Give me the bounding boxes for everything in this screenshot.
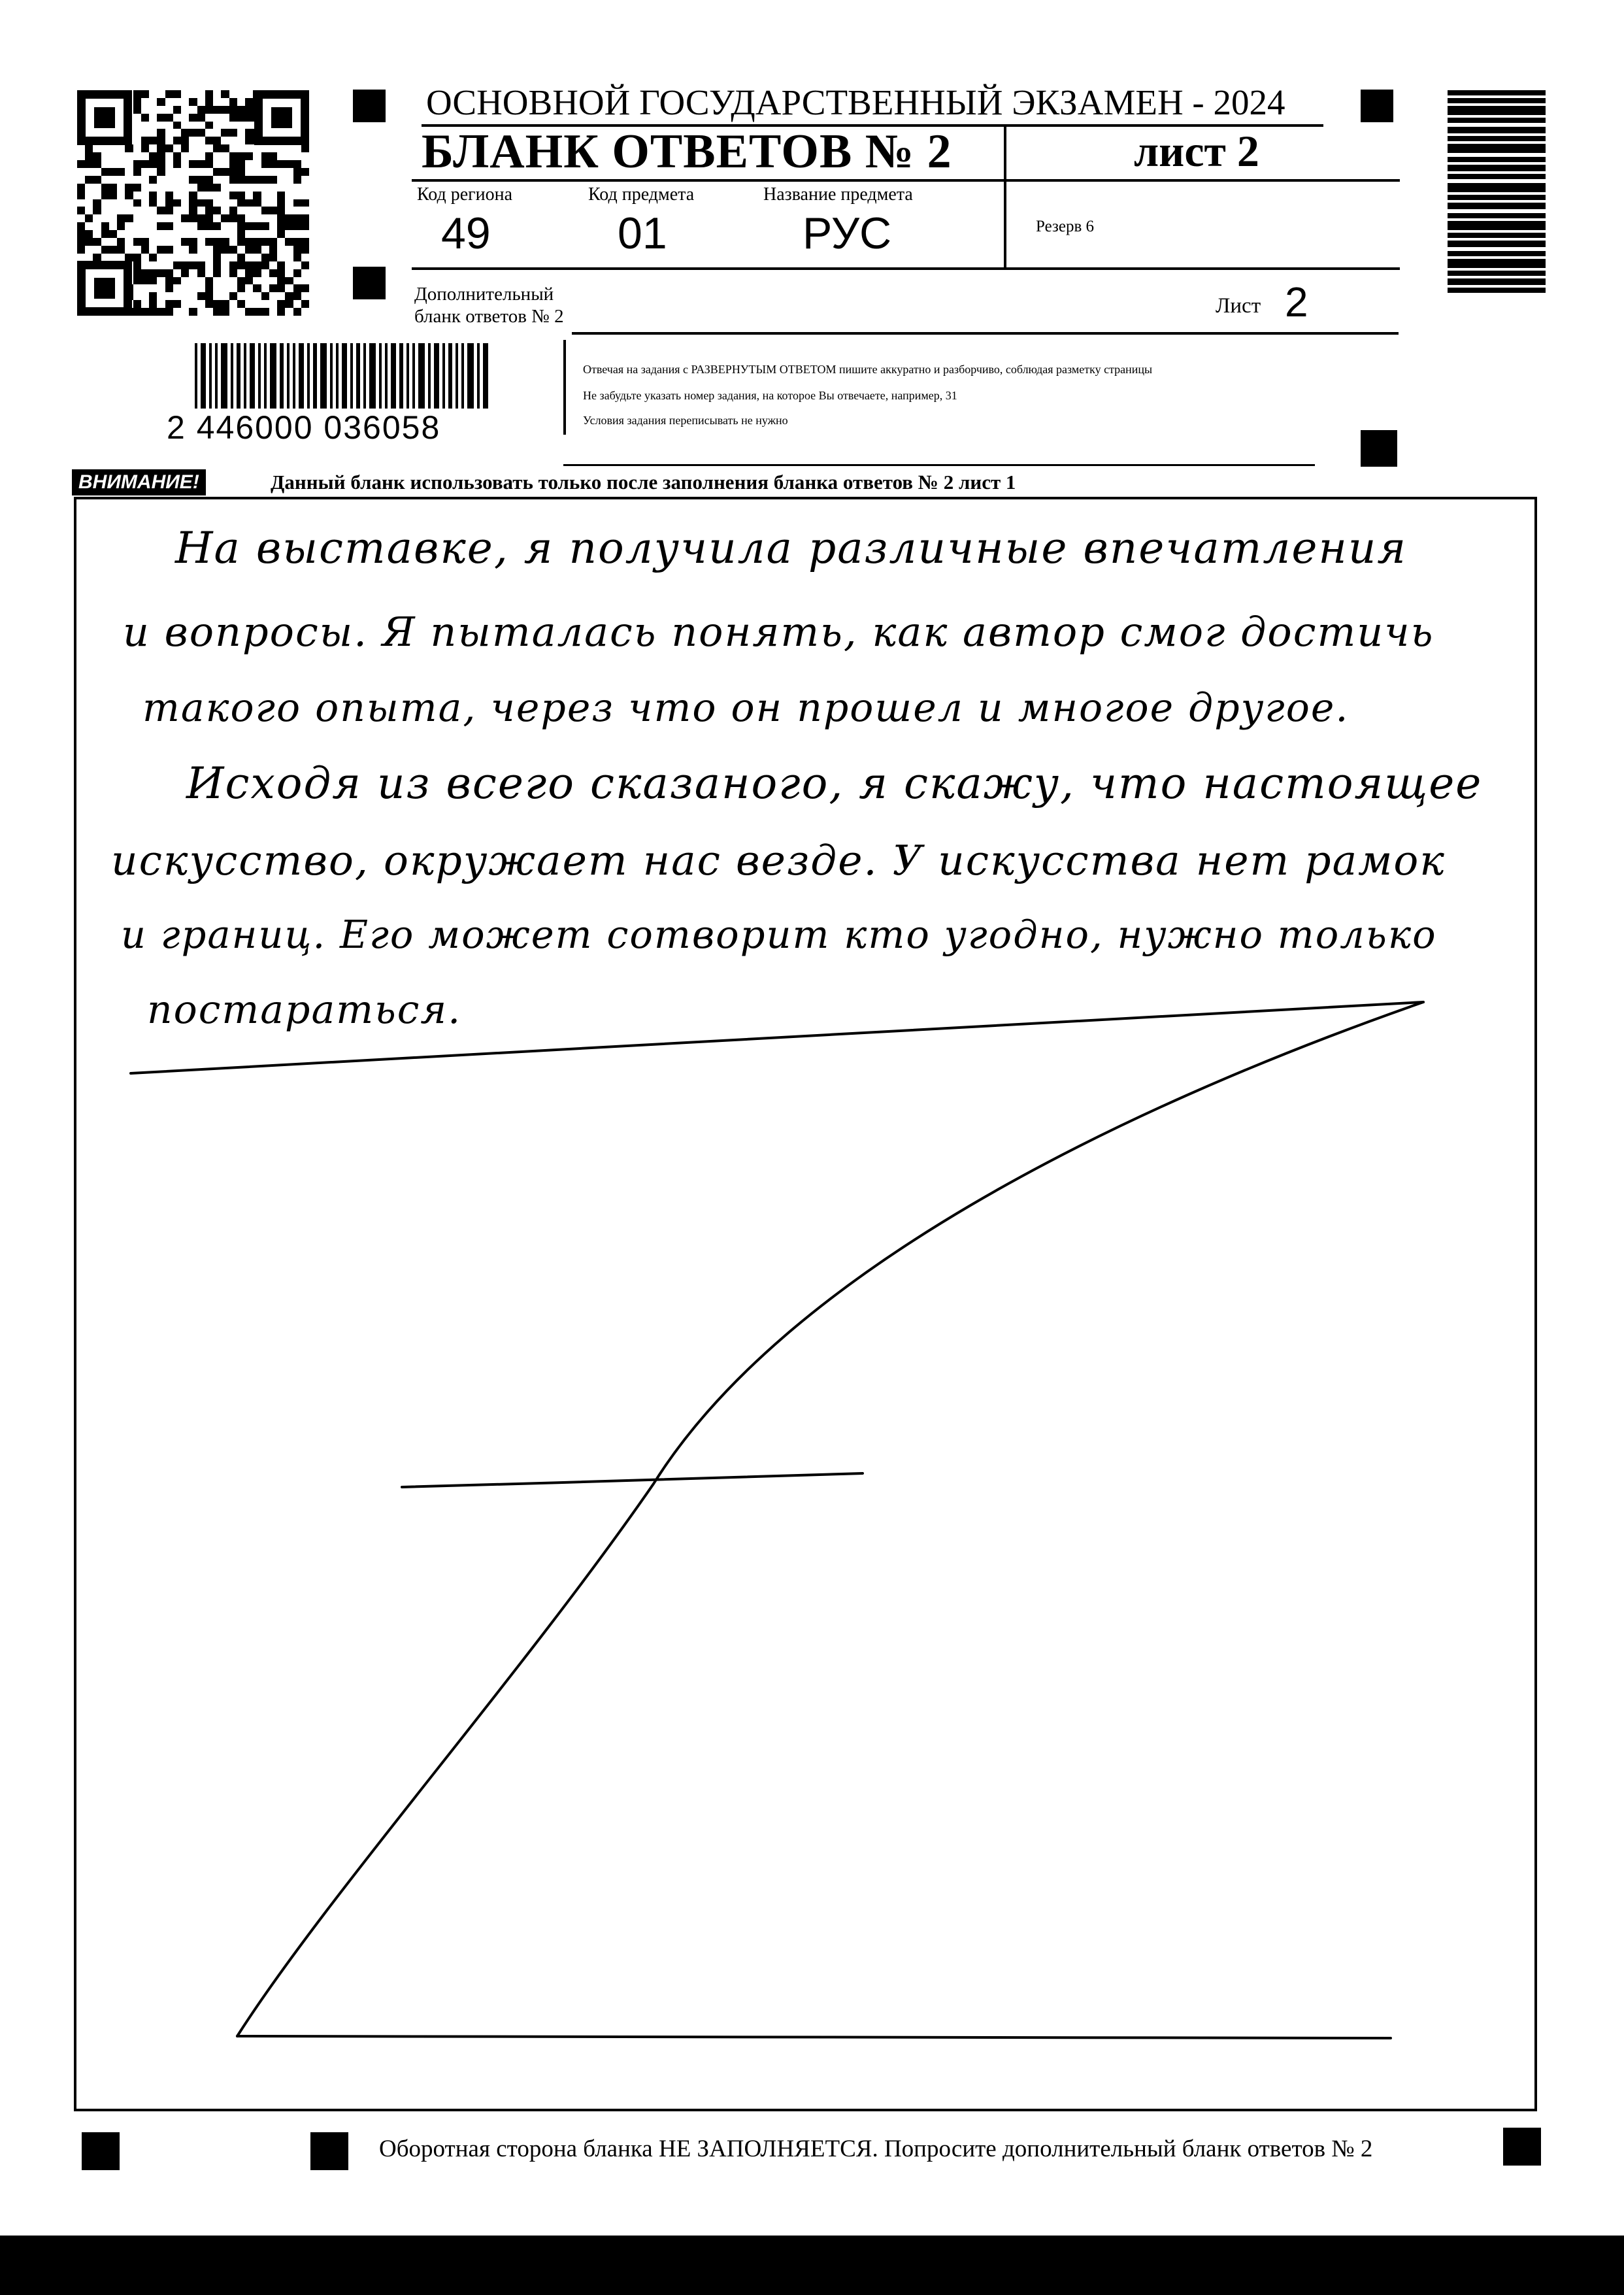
attention-badge: ВНИМАНИЕ!: [72, 469, 206, 495]
sheet-title: лист 2: [1134, 126, 1259, 176]
exam-title: ОСНОВНОЙ ГОСУДАРСТВЕННЫЙ ЭКЗАМЕН - 2024: [426, 82, 1285, 122]
answer-line: и вопросы. Я пыталась понять, как автор смог достичь: [123, 608, 1434, 656]
answer-line: такого опыта, через что он прошел и многое другое.: [142, 685, 1350, 731]
region-label: Код региона: [417, 184, 513, 205]
region-value: 49: [441, 209, 491, 258]
answer-line: На выставке, я получила различные впечатления: [175, 523, 1408, 573]
answer-line: и границ. Его может сотворит кто угодно, нужно только: [121, 912, 1437, 957]
subject-name-value: РУС: [803, 209, 892, 258]
form-title: БЛАНК ОТВЕТОВ № 2: [422, 125, 952, 178]
instruction-3: Условия задания переписывать не нужно: [583, 414, 788, 427]
subject-code-label: Код предмета: [588, 184, 695, 205]
answer-line: постараться.: [147, 987, 462, 1033]
instruction-1: Отвечая на задания с РАЗВЕРНУТЫМ ОТВЕТОМ пишите аккуратно и разборчиво, соблюдая разметку страницы: [583, 363, 1153, 376]
instruction-2: Не забудьте указать номер задания, на которое Вы отвечаете, например, 31: [583, 389, 957, 402]
subject-name-label: Название предмета: [763, 184, 913, 205]
extra-sheet-label: Дополнительный бланк ответов № 2: [414, 284, 564, 327]
answer-line: Исходя из всего сказаного, я скажу, что настоящее: [186, 758, 1483, 809]
attention-text: Данный бланк использовать только после заполнения бланка ответов № 2 лист 1: [271, 471, 1016, 494]
answer-line: искусство, окружает нас везде. У искусства нет рамок: [111, 837, 1446, 884]
reserve-label: Резерв 6: [1036, 218, 1095, 235]
subject-code-value: 01: [618, 209, 667, 258]
sheet-number: 2: [1285, 278, 1308, 326]
footer-note: Оборотная сторона бланка НЕ ЗАПОЛНЯЕТСЯ. Попросите дополнительный бланк ответов № 2: [379, 2136, 1373, 2162]
barcode-number: 2 446000 036058: [167, 409, 441, 446]
sheet-label: Лист: [1216, 294, 1261, 318]
footer-bar: [0, 2236, 1624, 2295]
